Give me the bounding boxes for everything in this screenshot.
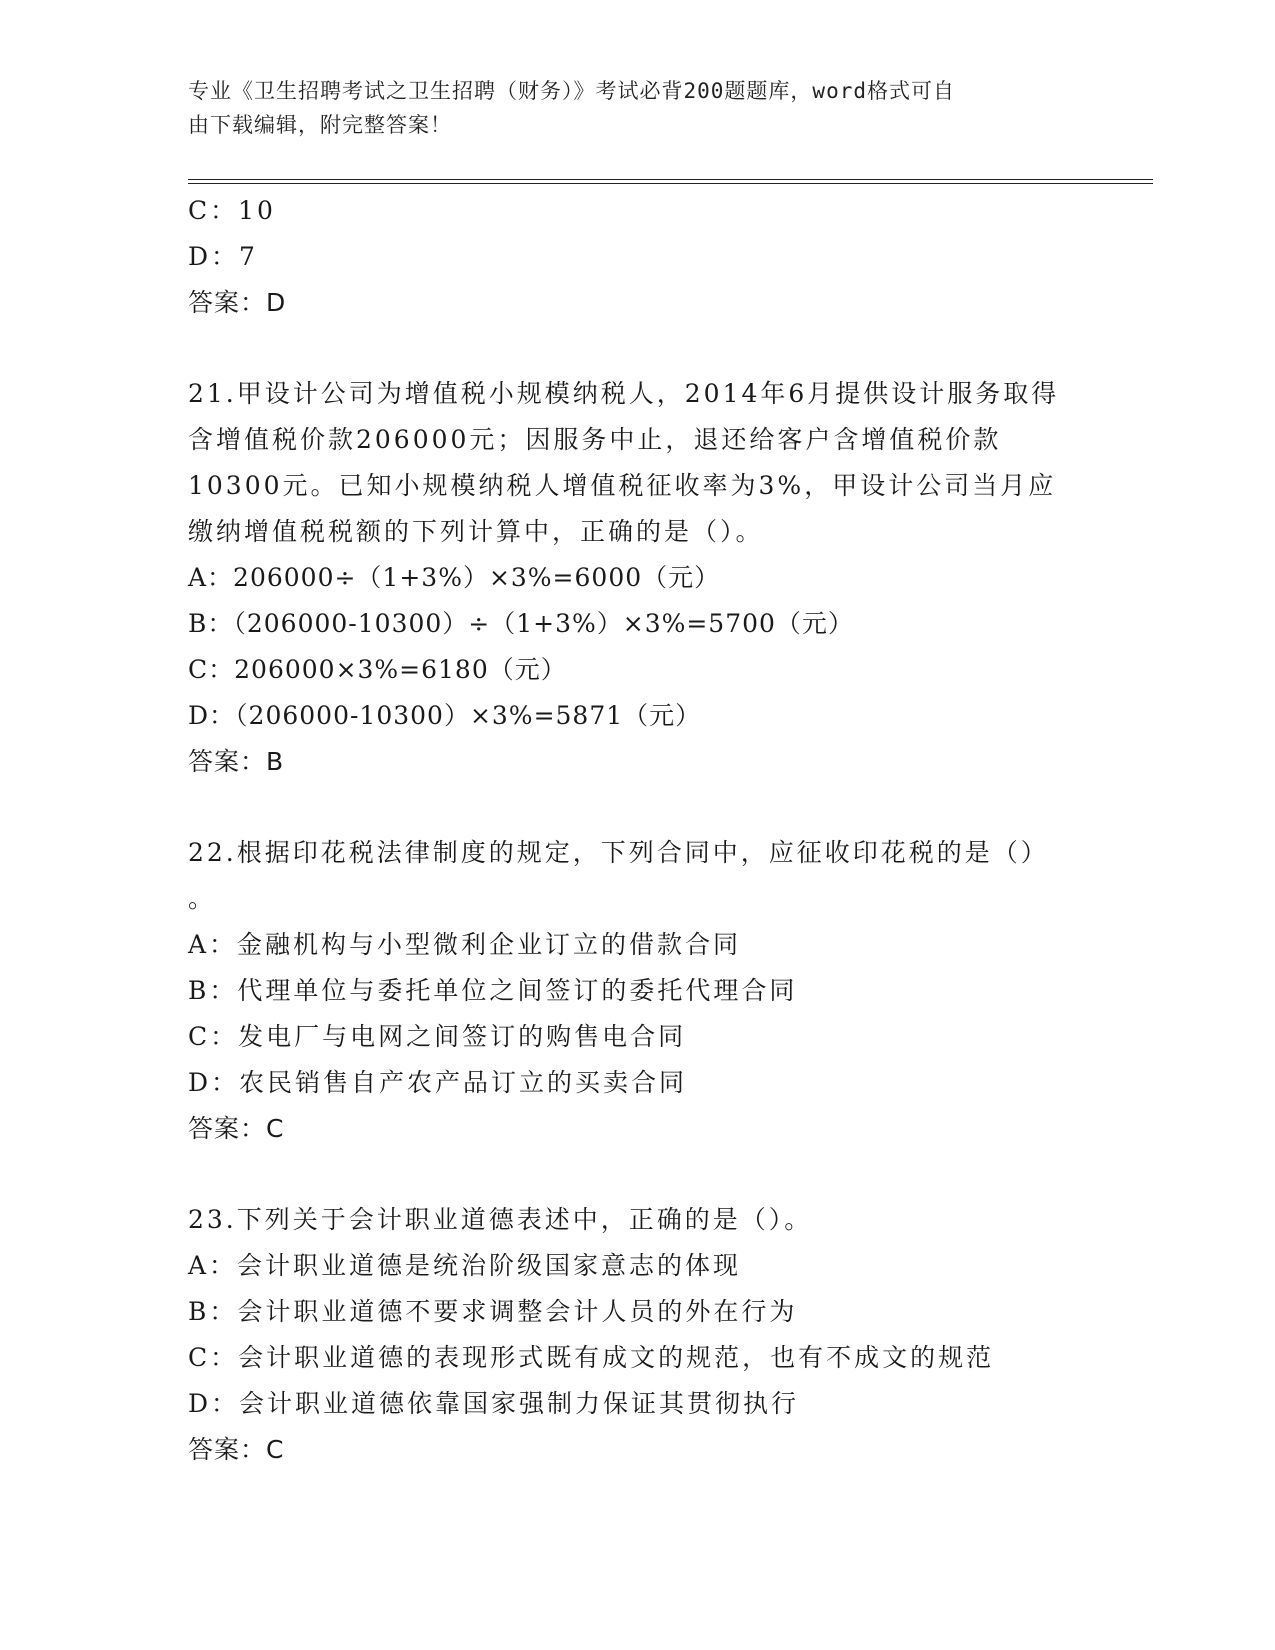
option-d: D：7	[188, 242, 258, 271]
header-line-2: 由下载编辑，附完整答案！	[188, 113, 452, 137]
spacer	[188, 326, 1148, 371]
question-stem-line: 缴纳增值税税额的下列计算中，正确的是（）。	[188, 517, 764, 546]
spacer	[188, 785, 1148, 830]
previous-question	[188, 188, 1148, 326]
option-d: D：（206000-10300）×3%=5871（元）	[188, 701, 702, 730]
option-c: C：206000×3%=6180（元）	[188, 655, 567, 684]
answer-line: 答案：B	[188, 747, 285, 776]
option-b: B：代理单位与委托单位之间签订的委托代理合同	[188, 976, 798, 1005]
option-a: A：会计职业道德是统治阶级国家意志的体现	[188, 1251, 742, 1280]
option-c: C：10	[188, 196, 276, 225]
option-a: A：206000÷（1+3%）×3%=6000（元）	[188, 563, 721, 592]
header-divider-bottom	[188, 183, 1153, 184]
option-d: D：农民销售自产农产品订立的买卖合同	[188, 1068, 688, 1097]
document-body	[188, 188, 1148, 1473]
question-stem-line: 含增值税价款206000元；因服务中止，退还给客户含增值税价款	[188, 425, 1002, 454]
answer-line: 答案：C	[188, 1435, 285, 1464]
question-stem-line: 22.根据印花税法律制度的规定，下列合同中，应征收印花税的是（）	[188, 838, 1049, 867]
question-stem-line: 21.甲设计公司为增值税小规模纳税人，2014年6月提供设计服务取得	[188, 379, 1060, 408]
question-23	[188, 1197, 1148, 1473]
question-22	[188, 830, 1148, 1152]
option-b: B：会计职业道德不要求调整会计人员的外在行为	[188, 1297, 798, 1326]
question-21	[188, 371, 1148, 785]
header-divider-top	[188, 179, 1153, 180]
option-b: B：（206000-10300）÷（1+3%）×3%=5700（元）	[188, 609, 854, 638]
question-stem-line: 10300元。已知小规模纳税人增值税征收率为3%，甲设计公司当月应	[188, 471, 1057, 500]
document-header	[188, 74, 1078, 142]
answer-line: 答案：D	[188, 288, 287, 317]
question-stem-line: 。	[188, 884, 217, 913]
option-d: D：会计职业道德依靠国家强制力保证其贯彻执行	[188, 1389, 800, 1418]
spacer	[188, 1152, 1148, 1197]
option-a: A：金融机构与小型微利企业订立的借款合同	[188, 930, 742, 959]
option-c: C：会计职业道德的表现形式既有成文的规范，也有不成文的规范	[188, 1343, 995, 1372]
header-line-1: 专业《卫生招聘考试之卫生招聘（财务）》考试必背200题题库，word格式可自	[188, 79, 955, 103]
question-stem-line: 23.下列关于会计职业道德表述中，正确的是（）。	[188, 1205, 813, 1234]
answer-line: 答案：C	[188, 1114, 285, 1143]
option-c: C：发电厂与电网之间签订的购售电合同	[188, 1022, 687, 1051]
